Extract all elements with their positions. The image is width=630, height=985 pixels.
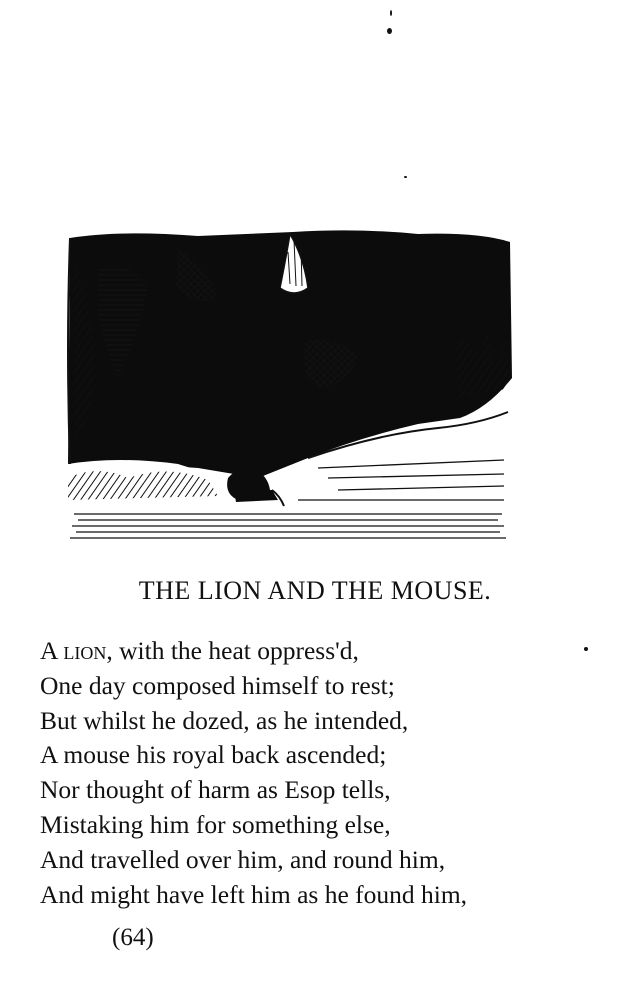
poem-line: Mistaking him for something else, xyxy=(40,809,391,839)
poem-line: One day composed himself to rest; xyxy=(40,670,395,700)
fable-title: THE LION AND THE MOUSE. xyxy=(138,576,492,605)
poem-line: Nor thought of harm as Esop tells, xyxy=(40,775,391,805)
ink-speck xyxy=(404,176,407,178)
ink-speck xyxy=(387,28,392,34)
poem-line-rest: , with the heat oppress'd, xyxy=(106,636,359,665)
poem-initial: A xyxy=(40,636,58,665)
page-number: (64) xyxy=(112,924,154,951)
poem-line: And might have left him as he found him, xyxy=(40,879,468,909)
poem-line: A mouse his royal back ascended; xyxy=(40,740,387,770)
poem-smallcaps-word: lion xyxy=(63,636,107,665)
poem-line: But whilst he dozed, as he intended, xyxy=(40,705,409,735)
ink-speck xyxy=(390,10,392,16)
poem-line xyxy=(40,634,600,669)
poem-text xyxy=(40,634,600,912)
lion-engraving-illustration xyxy=(58,228,514,546)
poem-line: And travelled over him, and round him, xyxy=(40,844,446,874)
